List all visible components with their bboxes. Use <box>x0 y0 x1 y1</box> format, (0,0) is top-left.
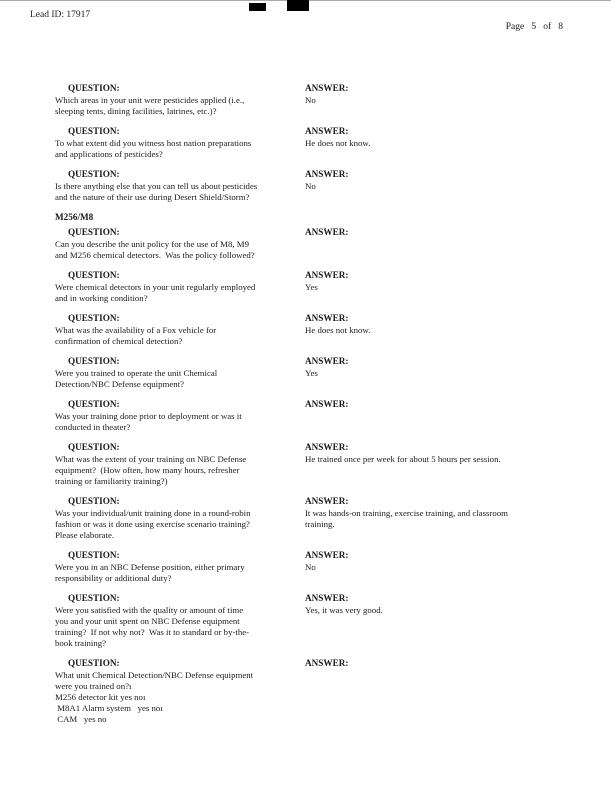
answer-label: ANSWER: <box>305 169 349 179</box>
answer-label: ANSWER: <box>305 126 349 136</box>
answer-label: ANSWER: <box>305 550 349 560</box>
qa-block <box>55 657 593 725</box>
answer-text: Yes, it was very good. <box>305 605 383 615</box>
answer-text: Yes <box>305 282 318 292</box>
question-text: training? If not why not? Was it to standard or by-the- <box>55 627 250 637</box>
answer-label: ANSWER: <box>305 658 349 668</box>
question-label: QUESTION: <box>68 313 120 323</box>
qa-block <box>55 269 593 304</box>
section-header: M256/M8 <box>55 212 94 222</box>
question-text: Please elaborate. <box>55 530 115 540</box>
question-label: QUESTION: <box>68 169 120 179</box>
question-text: training or familiarity training?) <box>55 476 168 486</box>
question-text: Were you satisfied with the quality or amount of time <box>55 605 244 615</box>
question-text: Were you in an NBC Defense position, either primary <box>55 562 245 572</box>
question-text: confirmation of chemical detection? <box>55 336 183 346</box>
qa-block <box>55 312 593 347</box>
lead-id: Lead ID: 17917 <box>30 10 91 20</box>
question-text: What was the extent of your training on NBC Defense <box>55 454 247 464</box>
question-text: equipment? (How often, how many hours, refresher <box>55 465 240 475</box>
question-text: book training? <box>55 638 107 648</box>
answer-text: training. <box>305 519 335 529</box>
answer-label: ANSWER: <box>305 442 349 452</box>
question-text: responsibility or additional duty? <box>55 573 172 583</box>
question-label: QUESTION: <box>68 442 120 452</box>
qa-content <box>55 82 593 733</box>
question-label: QUESTION: <box>68 593 120 603</box>
page-number: Page 5 of 8 <box>505 22 563 32</box>
answer-label: ANSWER: <box>305 313 349 323</box>
answer-label: ANSWER: <box>305 593 349 603</box>
question-text: Is there anything else that you can tell us about pesticides <box>55 181 258 191</box>
answer-label: ANSWER: <box>305 496 349 506</box>
answer-text: It was hands-on training, exercise training, and classroom <box>305 508 509 518</box>
answer-text: He does not know. <box>305 138 371 148</box>
question-label: QUESTION: <box>68 550 120 560</box>
qa-block <box>55 355 593 390</box>
question-checklist-line: CAM yes no <box>55 714 107 724</box>
qa-block <box>55 168 593 203</box>
question-text: Was your training done prior to deployment or was it <box>55 411 242 421</box>
redaction-mark <box>249 3 266 11</box>
qa-block <box>55 398 593 433</box>
question-text: What unit Chemical Detection/NBC Defense equipment <box>55 670 254 680</box>
question-text: fashion or was it done using exercise scenario training? <box>55 519 250 529</box>
question-text: and M256 chemical detectors. Was the policy followed? <box>55 250 255 260</box>
question-text: To what extent did you witness host nation preparations <box>55 138 252 148</box>
answer-text: No <box>305 95 316 105</box>
question-text: Were chemical detectors in your unit regularly employed <box>55 282 256 292</box>
answer-text: No <box>305 181 316 191</box>
answer-text: He trained once per week for about 5 hours per session. <box>305 454 501 464</box>
question-text: What was the availability of a Fox vehicle for <box>55 325 217 335</box>
question-text: Can you describe the unit policy for the use of M8, M9 <box>55 239 249 249</box>
question-checklist-line: M256 detector kit yes noı <box>55 692 146 702</box>
question-text: and in working condition? <box>55 293 148 303</box>
answer-text: He does not know. <box>305 325 371 335</box>
question-text: you and your unit spent on NBC Defense equipment <box>55 616 240 626</box>
question-text: Were you trained to operate the unit Chemical <box>55 368 218 378</box>
qa-block <box>55 125 593 160</box>
answer-text: No <box>305 562 316 572</box>
qa-block <box>55 549 593 584</box>
question-text: and applications of pesticides? <box>55 149 163 159</box>
question-text: were you trained on?ı <box>55 681 132 691</box>
question-label: QUESTION: <box>68 496 120 506</box>
question-text: sleeping tents, dining facilities, latrines, etc.)? <box>55 106 217 116</box>
answer-text: Yes <box>305 368 318 378</box>
qa-block <box>55 226 593 261</box>
answer-label: ANSWER: <box>305 270 349 280</box>
question-text: Which areas in your unit were pesticides applied (i.e., <box>55 95 245 105</box>
question-label: QUESTION: <box>68 356 120 366</box>
question-text: and the nature of their use during Desert Shield/Storm? <box>55 192 250 202</box>
answer-label: ANSWER: <box>305 356 349 366</box>
answer-label: ANSWER: <box>305 399 349 409</box>
qa-block <box>55 82 593 117</box>
qa-block <box>55 441 593 487</box>
answer-label: ANSWER: <box>305 83 349 93</box>
question-label: QUESTION: <box>68 126 120 136</box>
question-text: Was your individual/unit training done in a round-robin <box>55 508 251 518</box>
question-label: QUESTION: <box>68 227 120 237</box>
answer-label: ANSWER: <box>305 227 349 237</box>
question-label: QUESTION: <box>68 658 120 668</box>
question-text: conducted in theater? <box>55 422 131 432</box>
question-checklist-line: M8A1 Alarm system yes noı <box>55 703 163 713</box>
qa-block <box>55 495 593 541</box>
question-text: Detection/NBC Defense equipment? <box>55 379 184 389</box>
question-label: QUESTION: <box>68 270 120 280</box>
question-label: QUESTION: <box>68 83 120 93</box>
redaction-mark <box>287 0 309 11</box>
question-label: QUESTION: <box>68 399 120 409</box>
qa-block <box>55 592 593 649</box>
